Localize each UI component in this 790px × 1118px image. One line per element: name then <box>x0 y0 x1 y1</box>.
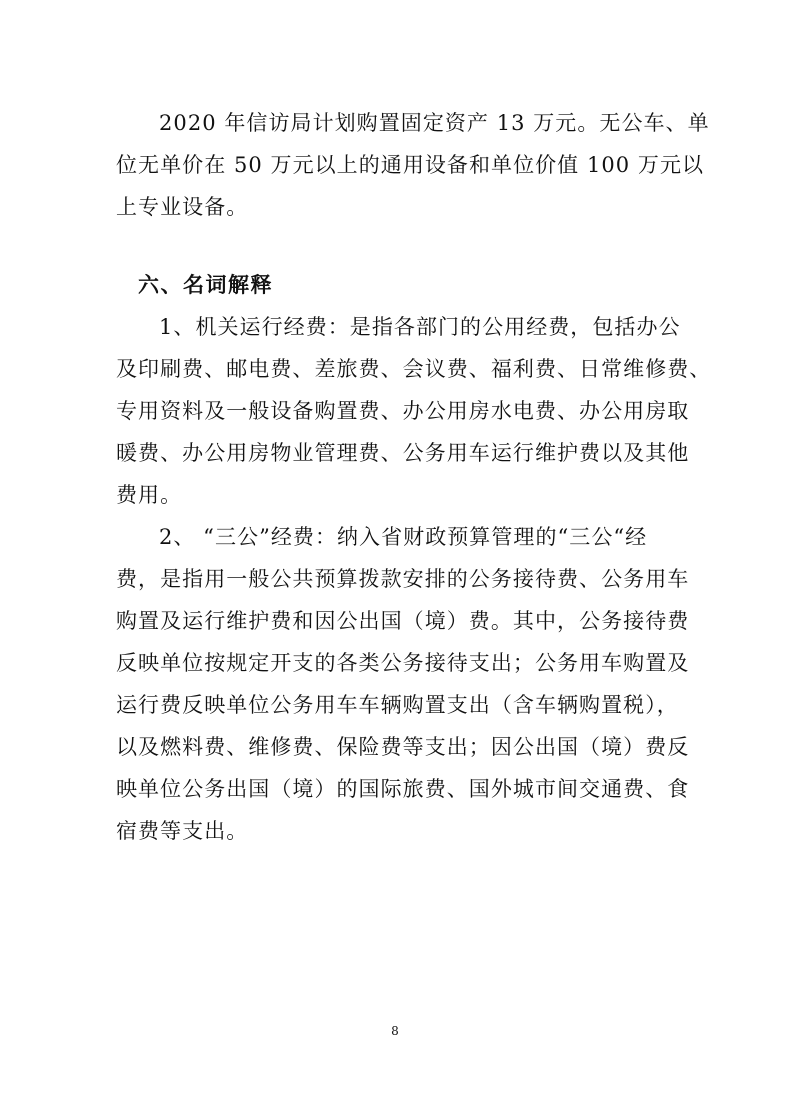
paragraph-line: 以及燃料费、维修费、保险费等支出；因公出国（境）费反 <box>116 735 690 759</box>
paragraph-line: 专用资料及一般设备购置费、办公用房水电费、办公用房取 <box>116 399 690 423</box>
paragraph-line: 运行费反映单位公务用车车辆购置支出（含车辆购置税）， <box>116 693 679 717</box>
paragraph-line: 反映单位按规定开支的各类公务接待支出；公务用车购置及 <box>116 651 690 675</box>
page-number: 8 <box>391 1024 399 1038</box>
paragraph-line: 暖费、办公用房物业管理费、公务用车运行维护费以及其他 <box>116 441 690 465</box>
paragraph-line: 购置及运行维护费和因公出国（境）费。其中，公务接待费 <box>116 609 690 633</box>
paragraph-line: 映单位公务出国（境）的国际旅费、国外城市间交通费、食 <box>116 777 690 801</box>
paragraph-line: 2020 年信访局计划购置固定资产 13 万元。无公车、单 <box>159 111 710 135</box>
paragraph-line: 2、 “三公”经费：纳入省财政预算管理的“三公“经 <box>159 525 648 549</box>
paragraph-line: 1、机关运行经费：是指各部门的公用经费，包括办公 <box>159 315 681 339</box>
paragraph-line: 宿费等支出。 <box>116 819 249 843</box>
paragraph-line: 费用。 <box>116 483 183 507</box>
paragraph-line: 上专业设备。 <box>116 195 249 219</box>
paragraph-line: 位无单价在 50 万元以上的通用设备和单位价值 100 万元以 <box>116 153 705 177</box>
paragraph-line: 费，是指用一般公共预算拨款安排的公务接待费、公务用车 <box>116 567 690 591</box>
paragraph-line: 及印刷费、邮电费、差旅费、会议费、福利费、日常维修费、 <box>116 357 712 381</box>
section-heading: 六、名词解释 <box>138 273 273 297</box>
